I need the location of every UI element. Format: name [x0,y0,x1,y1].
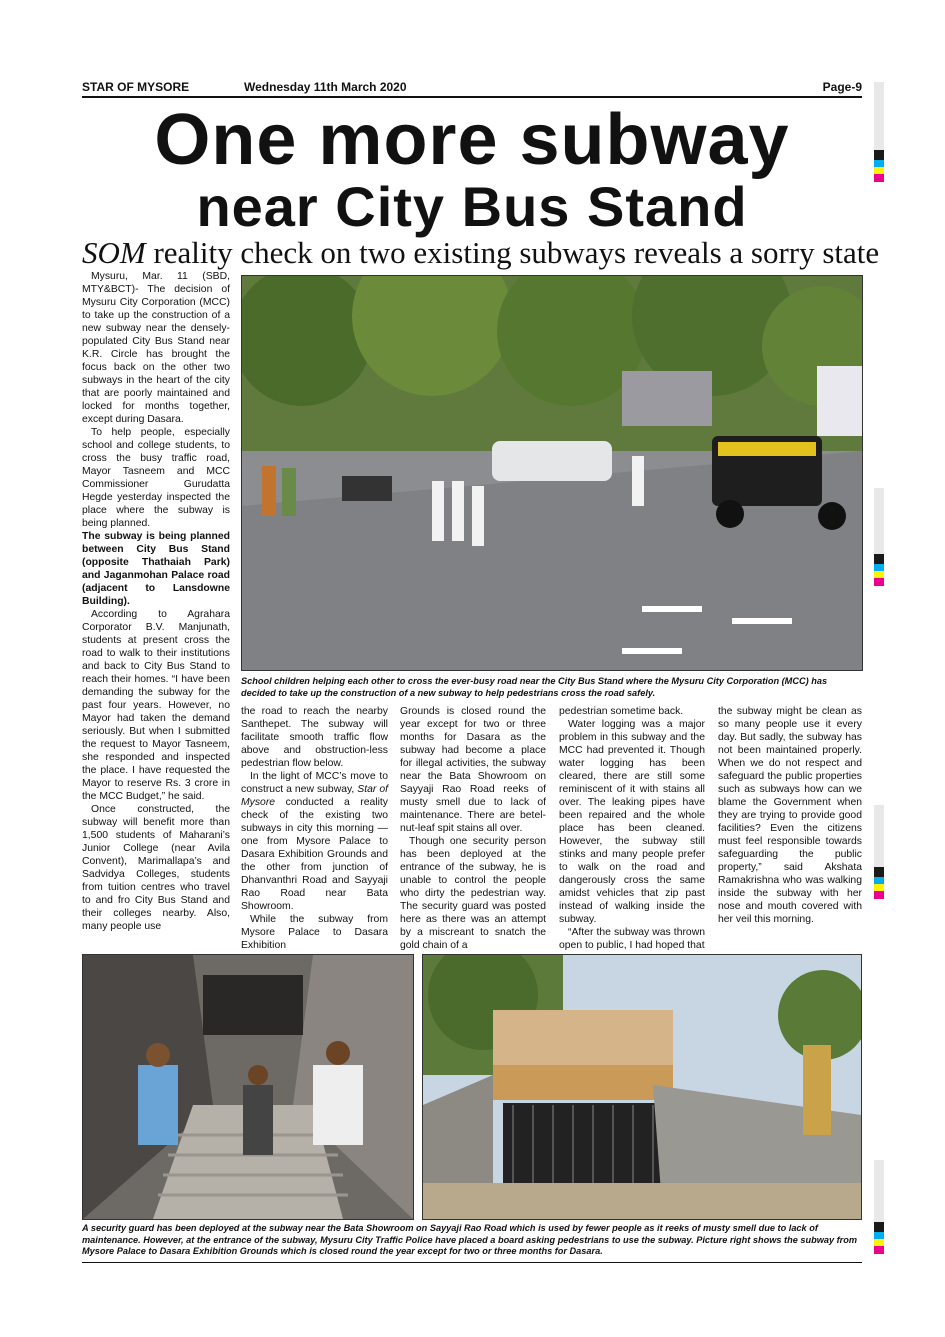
deck-rest: reality check on two existing subways reveals a sorry state [145,235,880,270]
deck-som: SOM [82,235,146,270]
paragraph: Though one security person has been deployed at the entrance of the subway, he is unable to control the people who dirty the pedestrian way. The security guard was posted here as there was an attempt by a miscreant to snatch the gold chain of a [400,836,546,951]
article-column-1 [82,270,230,933]
registration-swatch-yellow [874,571,884,578]
photo-subway-palace-entrance [422,954,862,1220]
paragraph: the subway might be clean as so many people use it every day. But sadly, the subway has not been maintained properly. When we do not respect and safeguard the public properties such as subways how can we blame the Government when they are trying to provide good facilities? Even the citizens must feel responsible towards safeguarding the public property,” said Akshata Ramakrishna who was walking inside the subway with her nose and mouth covered with her veil this morning. [718,706,862,925]
header-rule [82,96,862,98]
paragraph: Mysuru, Mar. 11 (SBD, MTY&BCT)- The decision of Mysuru City Corporation (MCC) to take up the construction of a new subway near the densely-populated City Bus Stand near K.R. Circle has brought the focus back on the other two subways in the heart of the city that are poorly maintained and locked for months together, except during Dasara. [82,271,230,425]
bottom-photos-caption: A security guard has been deployed at the subway near the Bata Showroom on Sayyaji Rao Road which is used by fewer people as it reeks of musty smell due to lack of maintenance. However, at the entrance of the subway, Mysuru City Traffic Police have placed a board asking pedestrians to use the subway. Picture right shows the subway from Mysore Palace to Dasara Exhibition Grounds which is closed round the year except for two or three months for Dasara. [82,1223,858,1256]
paragraph: Grounds is closed round the year except for two or three months for Dasara as the subway had become a place for illegal activities, the subway near the Bata Showroom on Sayyaji Rao Road reeks of musty smell due to lack of maintenance. There are betel-nut-leaf spit stains all over. [400,706,546,834]
registration-swatch-magenta [874,891,884,899]
registration-bar [874,82,884,150]
article-column-2 [241,705,388,952]
street-scene-illustration [242,276,862,670]
bold-text: The subway is being planned between City Bus Stand (opposite Thathaiah Park) and Jaganmohan Palace road (adjacent to Lansdowne Building). [82,531,230,607]
article-column-5 [718,705,862,926]
registration-bar [874,488,884,554]
photo-subway-security-guard [82,954,414,1220]
publication-name: STAR OF MYSORE [82,80,190,94]
paragraph: To help people, especially school and college students, to cross the busy traffic road, Mayor Tasneem and MCC Commissioner Gurudatta Hegde yesterday inspected the place where the subway is being planned. [82,427,230,529]
registration-swatch-black [874,554,884,564]
paragraph: the road to reach the nearby Santhepet. The subway will facilitate smooth traffic flow above and obstruction-less pedestrian flow below. [241,706,388,769]
paragraph: According to Agrahara Corporator B.V. Manjunath, students at present cross the road to walk to their institutions and back to City Bus Stand to reach their homes. “I have been demanding the subway for the past four years. However, no Mayor had taken the demand seriously. But when I submitted the request to Mayor Tasneem, she responded and inspected the place. I have requested the Mayor to reserve Rs. 3 crore in the MCC Budget,” he said. [82,609,230,802]
article-column-3 [400,705,546,952]
page-header [82,80,862,96]
paragraph: pedestrian sometime back. [559,706,684,717]
registration-swatch-yellow [874,884,884,891]
paragraph: While the subway from Mysore Palace to Dasara Exhibition [241,914,388,951]
registration-bar [874,805,884,867]
paragraph-bold [82,530,230,608]
registration-swatch-black [874,867,884,877]
main-photo-school-children-crossing [241,275,863,671]
bottom-rule [82,1262,862,1263]
text-run: conducted a reality check of the existing two subways in city this morning — one from Mysore Palace to Dasara Exhibition Grounds and the other from junction of Dhanvanthri Road and Sayyaji Rao Road near Bata Showroom. [241,797,388,912]
subway-stairs-illustration [83,955,413,1219]
deck [82,235,880,270]
paragraph: “After the subway was thrown open to public, I had hoped that [559,927,705,951]
issue-date: Wednesday 11th March 2020 [244,80,407,94]
registration-swatch-magenta [874,1246,884,1254]
headline-line-2: near City Bus Stand [196,175,748,238]
registration-swatch-yellow [874,167,884,174]
headline-line-1: One more subway [154,100,790,180]
paragraph: Water logging was a major problem in this subway and the MCC had prevented it. Though water logging has been cleared, there are still some reminiscent of it with stains all over. The leaking pipes have been repaired and the whole place has been cleaned. However, the subway still stinks and many people prefer to walk on the road and dangerously cross the same amidst vehicles that zip past instead of walking inside the subway. [559,719,705,925]
registration-bar [874,1160,884,1222]
paragraph [241,770,388,913]
subway-entrance-illustration [423,955,861,1219]
registration-swatch-black [874,1222,884,1232]
registration-swatch-magenta [874,174,884,182]
article-column-4 [559,705,705,952]
registration-swatch-black [874,150,884,160]
registration-swatch-yellow [874,1239,884,1246]
page-number: Page-9 [822,80,862,94]
paragraph: Once constructed, the subway will benefit more than 1,500 students of Maharani’s Junior College (near Avila Convent), Marimallapa’s and Sadvidya Colleges, students from tuition centres who travel to and fro City Bus Stand and their colleges nearby. Also, many people use [82,804,230,932]
italic-publication-name: Star of Mysore [241,784,389,808]
registration-swatch-magenta [874,578,884,586]
text-run: In the light of MCC’s move to construct a new subway, [241,771,388,795]
main-photo-caption: School children helping each other to cross the ever-busy road near the City Bus Stand where the Mysuru City Corporation (MCC) has decided to take up the construction of a new subway to help pedestrians cross the road safely. [241,676,828,698]
